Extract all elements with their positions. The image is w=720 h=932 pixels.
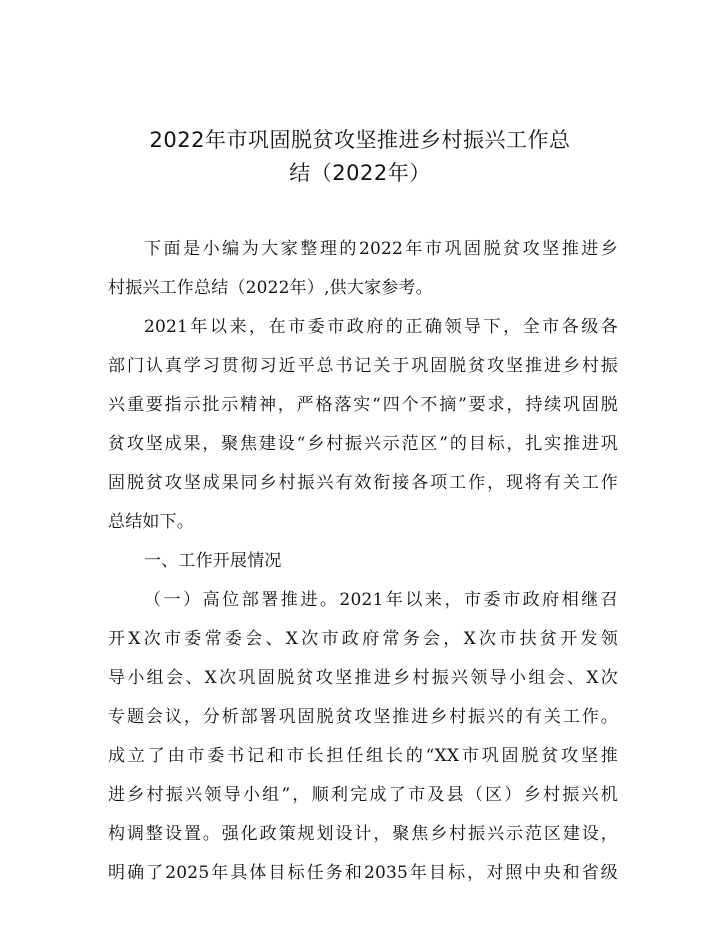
body-line: 开X次市委常委会、X次市政府常务会，X次市扶贫开发领: [108, 629, 618, 649]
body-line: 兴重要指示批示精神，严格落实“四个不摘”要求，持续巩固脱: [108, 395, 618, 415]
title-line-2: 结（2022年）: [289, 161, 431, 185]
body-line: 部门认真学习贯彻习近平总书记关于巩固脱贫攻坚推进乡村振: [108, 356, 618, 376]
body-line: 成立了由市委书记和市长担任组长的“XX市巩固脱贫攻坚推: [108, 746, 618, 766]
body-line: （一）高位部署推进。2021年以来，市委市政府相继召: [144, 590, 618, 610]
document-title: [105, 124, 615, 190]
body-line: 村振兴工作总结（2022年）,供大家参考。: [108, 278, 433, 298]
title-line-1: 2022年市巩固脱贫攻坚推进乡村振兴工作总: [149, 128, 571, 152]
section-heading: 一、工作开展情况: [144, 551, 282, 571]
body-line: 2021年以来，在市委市政府的正确领导下，全市各级各: [144, 317, 618, 337]
body-line: 导小组会、X次巩固脱贫攻坚推进乡村振兴领导小组会、X次: [108, 668, 618, 688]
body-line: 构调整设置。强化政策规划设计，聚焦乡村振兴示范区建设，: [108, 824, 618, 844]
body-line: 进乡村振兴领导小组”，顺利完成了市及县（区）乡村振兴机: [108, 785, 618, 805]
body-line: 贫攻坚成果，聚焦建设“乡村振兴示范区”的目标，扎实推进巩: [108, 434, 618, 454]
body-line: 固脱贫攻坚成果同乡村振兴有效衔接各项工作，现将有关工作: [108, 473, 618, 493]
body-line: 专题会议，分析部署巩固脱贫攻坚推进乡村振兴的有关工作。: [108, 707, 618, 727]
body-line: 明确了2025年具体目标任务和2035年目标，对照中央和省级: [108, 863, 618, 883]
body-line: 下面是小编为大家整理的2022年市巩固脱贫攻坚推进乡: [144, 239, 618, 259]
body-line: 总结如下。: [108, 512, 194, 532]
document-body: [108, 230, 618, 893]
